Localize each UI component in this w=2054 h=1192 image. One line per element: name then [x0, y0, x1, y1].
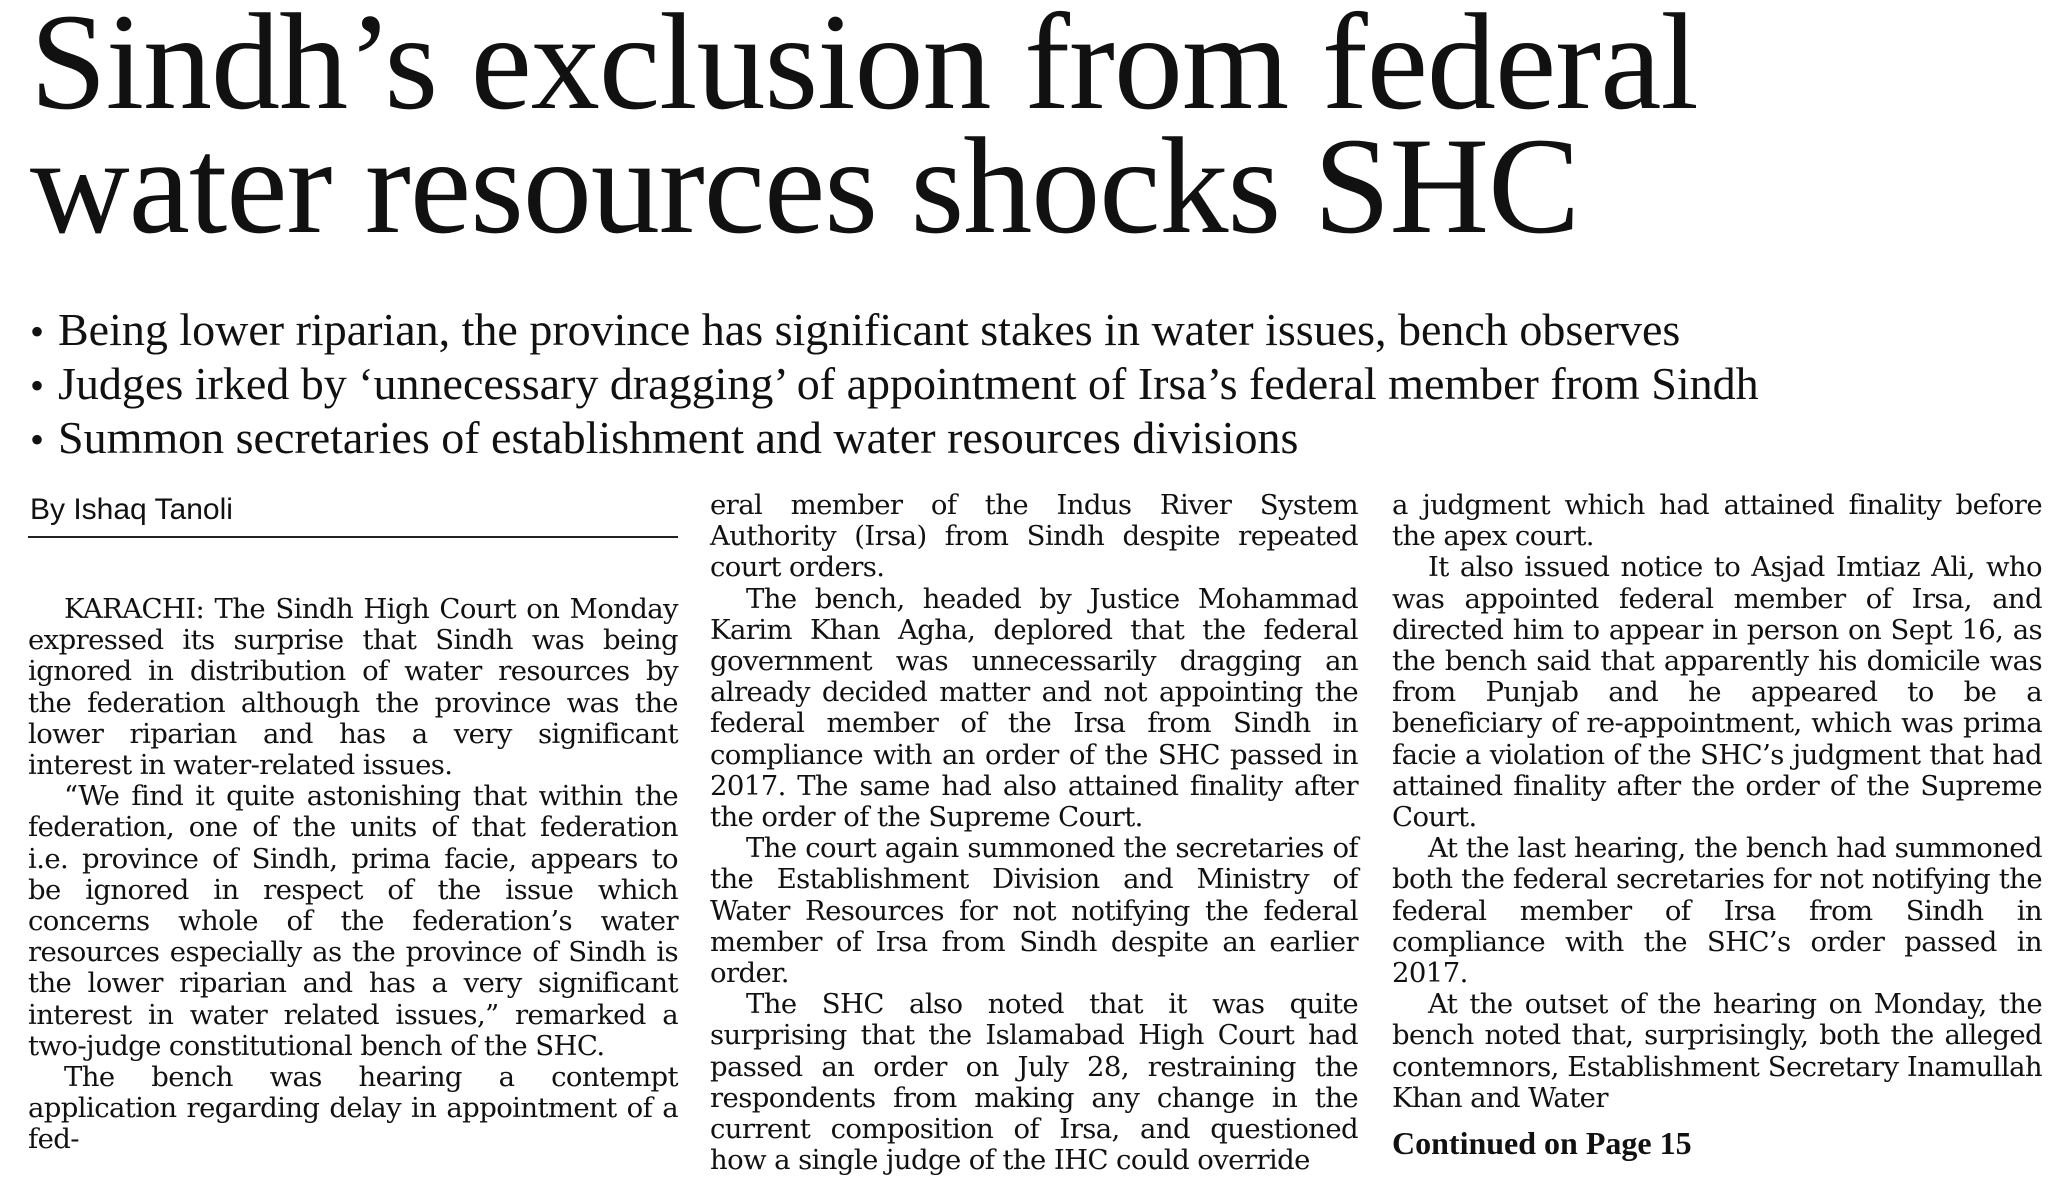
article-column-1	[28, 490, 678, 1156]
byline: By Ishaq Tanoli	[28, 490, 678, 538]
deck-bullets	[30, 304, 2040, 466]
paragraph: “We find it quite astonishing that within the federation, one of the units of that federation i.e. province of Sindh, prima facie, appears to be ignored in respect of the issue which concerns whole of the federation’s water resources especially as the province of Sindh is the lower riparian and has a very significant interest in water related issues,” remarked a two-judge constitutional bench of the SHC.	[28, 780, 678, 1062]
deck-bullet-3: • Summon secretaries of establishment and water resources divisions	[30, 412, 2040, 466]
paragraph: The court again summoned the secretaries of the Establishment Division and Ministry of Water Resources for not notifying the federal member of Irsa from Sindh despite an earlier order.	[710, 832, 1358, 990]
paragraph: eral member of the Indus River System Authority (Irsa) from Sindh despite repeated court orders.	[710, 489, 1358, 584]
article-column-3	[1392, 489, 2042, 1162]
paragraph: At the outset of the hearing on Monday, the bench noted that, surprisingly, both the alleged contemnors, Establishment Secretary Inamullah Khan and Water	[1392, 988, 2042, 1114]
paragraph: It also issued notice to Asjad Imtiaz Ali, who was appointed federal member of Irsa, and directed him to appear in person on Sept 16, as the bench said that apparently his domicile was from Punjab and he appeared to be a beneficiary of re-appointment, which was prima facie a violation of the SHC’s judgment that had attained finality after the order of the Supreme Court.	[1392, 551, 2042, 834]
deck-bullet-2: • Judges irked by ‘unnecessary dragging’ of appointment of Irsa’s federal member from Sindh	[30, 358, 2040, 412]
article-column-2	[710, 490, 1358, 1176]
paragraph: KARACHI: The Sindh High Court on Monday expressed its surprise that Sindh was being ignored in distribution of water resources by the federation although the province was the lower riparian and has a very significant interest in water-related issues.	[28, 593, 678, 782]
paragraph: a judgment which had attained finality before the apex court.	[1392, 489, 2042, 553]
headline-line-2: water resources shocks SHC	[30, 109, 1580, 262]
paragraph: The bench, headed by Justice Mohammad Karim Khan Agha, deplored that the federal government was unnecessarily dragging an already decided matter and not appointing the federal member of the Irsa from Sindh in compliance with an order of the SHC passed in 2017. The same had also attained finality after the order of the Supreme Court.	[710, 582, 1358, 834]
continued-on-page-link[interactable]: Continued on Page 15	[1392, 1125, 1692, 1162]
paragraph: The bench was hearing a contempt application regarding delay in appointment of a fed-	[28, 1061, 678, 1156]
deck-bullet-1: • Being lower riparian, the province has significant stakes in water issues, bench observes	[30, 304, 2040, 358]
headline	[30, 0, 2030, 262]
paragraph: The SHC also noted that it was quite surprising that the Islamabad High Court had passed an order on July 28, restraining the respondents from making any change in the current composition of Irsa, and questioned how a single judge of the IHC could override	[710, 988, 1358, 1177]
paragraph: At the last hearing, the bench had summoned both the federal secretaries for not notifying the federal member of Irsa from Sindh in compliance with the SHC’s order passed in 2017.	[1392, 832, 2042, 990]
headline-line-1: Sindh’s exclusion from federal	[30, 0, 1698, 138]
